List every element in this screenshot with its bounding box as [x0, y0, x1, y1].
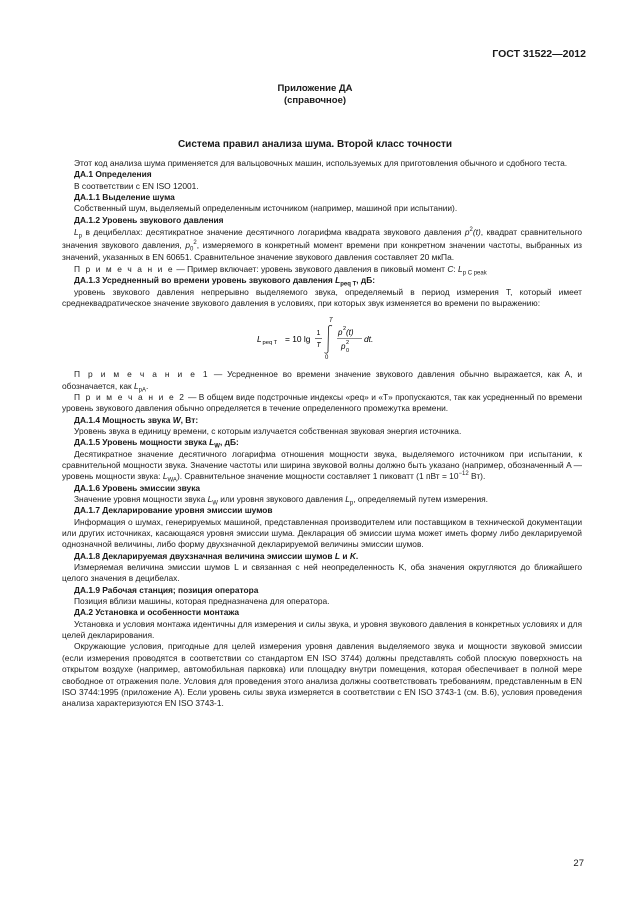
section-heading: ДА.1.6 Уровень эмиссии звука — [74, 482, 201, 493]
text-run: , Вт: — [180, 414, 199, 425]
text-run: в децибеллах: десятикратное значение десятичного логарифма квадрата звукового давления — [82, 227, 465, 238]
paragraph: Установка и условия монтажа идентичны для измерения и силы звука, и уровня звукового давления в конкретных условиях и для целей декларирования. — [62, 618, 582, 641]
symbol: (t) — [472, 227, 481, 238]
text-run: , квадрат сравнительного значения звукового давления, — [62, 227, 582, 250]
note — [62, 392, 582, 415]
formula-eq: = 10 lg — [285, 334, 311, 345]
frac2-den-sup: 2 — [346, 340, 350, 347]
paragraph: Собственный шум, выделяемый определенным источником (например, машиной при испытании). — [74, 203, 458, 214]
section-heading — [62, 437, 582, 448]
section-heading: ДА.2 Установка и особенности монтажа — [74, 607, 240, 618]
integral-top: T — [329, 318, 333, 325]
formula-dt: dt. — [364, 334, 374, 345]
paragraph — [62, 449, 582, 483]
paragraph: уровень звукового давления непрерывно выделяемого звука, определяемый в период измерения T, который имеет среднеквадратическое значение звукового давления в условиях, при которых звук изменяется во времени по выражению: — [62, 286, 582, 308]
formula-block — [62, 309, 582, 369]
frac2-num-arg: (t) — [346, 328, 354, 338]
superscript: 2 — [469, 227, 473, 234]
section-heading — [62, 551, 582, 562]
text-run: , измеряемого в конкретный момент времени при конкретном значении частоты, выбранных из значений, указанных в EN 60651. Сравнительное значение звукового давления составляет 20 мкПа. — [62, 239, 582, 263]
symbol: L — [133, 380, 139, 391]
text-run: : — [453, 263, 459, 274]
sound-pressure-level-definition — [62, 226, 582, 264]
text-run: ДА.1.3 Усредненный во времени уровень звукового давления — [74, 275, 336, 286]
integral-bottom: 0 — [325, 355, 329, 362]
text-run: , дБ: — [219, 437, 239, 448]
note-label: П р и м е ч а н и е 1 — [74, 369, 210, 380]
symbol: L — [458, 263, 463, 274]
section-heading: ДА.1.1 Выделение шума — [74, 192, 175, 203]
note-label: П р и м е ч а н и е 2 — [74, 391, 186, 402]
subscript: WA — [167, 477, 177, 484]
subscript: W — [214, 443, 220, 450]
frac2-num: p — [338, 328, 343, 338]
frac1-den: T — [316, 342, 321, 350]
section-heading — [62, 415, 582, 426]
text-run: Значение уровня мощности звука — [74, 494, 208, 504]
frac2-den-sub: 0 — [346, 348, 350, 355]
symbol: L — [345, 494, 350, 504]
text-run: и — [340, 550, 350, 561]
formula-lhs: L — [257, 334, 262, 345]
symbol: L — [74, 227, 79, 238]
subscript: pA — [138, 387, 146, 394]
text-run: ). Сравнительное значение мощности составляет 1 пиковатт (1 пВт = 10 — [176, 471, 459, 482]
frac2-num-sup: 2 — [343, 326, 347, 333]
symbol: L — [335, 275, 341, 286]
symbol: L — [209, 437, 215, 448]
subscript: p — [78, 233, 83, 240]
subscript: p C peak — [462, 270, 487, 277]
symbol: C — [447, 263, 454, 274]
text-run: , дБ: — [356, 275, 376, 286]
document-title: Система правил анализа шума. Второй класс точности — [177, 139, 453, 150]
text-run: . — [146, 380, 149, 391]
note — [62, 264, 582, 275]
text-run: — Усредненное во времени значение звукового давления обычно выражается, как A, и обозначается, как — [62, 369, 582, 391]
symbol: W — [172, 414, 181, 425]
text-run: ДА.1.5 Уровень мощности звука — [74, 437, 210, 448]
paragraph: Позиция вблизи машины, которая предназначена для оператора. — [74, 596, 330, 607]
note-label: П р и м е ч а н и е — [74, 263, 175, 274]
frac2-den: p — [341, 342, 346, 352]
text-run: — В общем виде подстрочные индексы «peq» и «T» пропускаются, так как усредненный по времени уровень звукового давления обычно определяется в течение определенного промежутка времени. — [62, 391, 582, 414]
intro-paragraph: Этот код анализа шума применяется для вальцовочных машин, используемых для приготовления обычного и сдобного теста. — [74, 158, 568, 168]
subscript: W — [212, 500, 218, 507]
formula-lhs-sub: peq T — [262, 340, 278, 347]
superscript: 2 — [193, 239, 197, 246]
section-heading — [62, 275, 582, 286]
subscript: p — [349, 500, 354, 507]
text-run: ДА.1.8 Декларируемая двухзначная величина эмиссии шумов — [74, 550, 335, 561]
symbol: p — [464, 227, 470, 238]
subscript: 0 — [190, 246, 194, 253]
frac1-num: 1 — [316, 330, 321, 338]
text-run: или уровня звукового давления — [217, 494, 346, 504]
text-run: — Пример включает: уровень звукового давления в пиковый момент — [174, 263, 448, 274]
text-run: Вт). — [468, 471, 486, 482]
time-averaged-level-formula — [62, 309, 582, 369]
paragraph — [62, 494, 582, 505]
appendix-title: Приложение ДА — [277, 83, 353, 94]
page-number: 27 — [573, 858, 584, 869]
paragraph: Уровень звука в единицу времени, с которым излучается собственная звуковая энергия источника. — [74, 425, 462, 436]
paragraph: Окружающие условия, пригодные для целей измерения уровня давления выделяемого звука и мощности звуковой эмиссии (если измерения проводятся в соответствии со стандартом EN ISO 3744) должны представлять собой плоскую поверхность на открытом воздухе (например, автомобильная парковка) или площадку внутри помещения, которая обеспечивает в полной мере свободное от отражения поле. Условия для проведения этого анализа должны соответствовать требованиям, представленным в EN ISO 3744:1995 (приложение A). Если уровень силы звука измеряется в соответствии с EN ISO 3743-1 (см. B.6), условия проведения анализа характеризуются EN ISO 3743-1. — [62, 641, 582, 709]
subscript: peq T — [340, 281, 357, 288]
text-run: Десятикратное значение десятичного логарифма отношения мощности звука, выделяемого источником при испытании, к сравнительной мощности звука. Значение частоты или ширина звуковой волны должно быть указано (например, обозначенный A — уровень мощности звука: — [62, 448, 582, 482]
integral-sign — [325, 326, 333, 354]
text-run: , определяемый путем измерения. — [353, 494, 488, 504]
symbol: p — [185, 239, 191, 250]
document-body — [62, 158, 582, 710]
note — [62, 369, 582, 392]
paragraph: Информация о шумах, генерируемых машиной, представленная производителем или поставщиком в технической документации или других источниках, касающаяся уровня эмиссии шума. Декларация об эмиссии шума может иметь форму либо декларируемой однозначной величины, либо форму двухзначной декларируемой величины эмиссии шумов. — [62, 516, 582, 550]
section-heading: ДА.1.2 Уровень звукового давления — [74, 214, 224, 225]
symbol: L — [334, 550, 340, 561]
symbol: L — [162, 471, 168, 482]
section-heading: ДА.1.9 Рабочая станция; позиция оператора — [74, 584, 259, 595]
paragraph: В соответствии с EN ISO 12001. — [74, 180, 199, 191]
section-heading: ДА.1.7 Декларирование уровня эмиссии шумов — [74, 505, 273, 516]
superscript: −12 — [458, 471, 469, 478]
symbol: K — [349, 550, 356, 561]
text-run: ДА.1.4 Мощность звука — [74, 414, 173, 425]
text-run: . — [355, 550, 359, 561]
symbol: L — [207, 494, 213, 504]
appendix-subtitle: (справочное) — [283, 95, 347, 106]
standard-number: ГОСТ 31522—2012 — [492, 48, 586, 60]
section-heading: ДА.1 Определения — [74, 169, 152, 180]
paragraph: Измеряемая величина эмиссии шумов L и связанная с ней неопределенность K, оба значения округляются до ближайшего целого значения в децибелах. — [62, 562, 582, 584]
